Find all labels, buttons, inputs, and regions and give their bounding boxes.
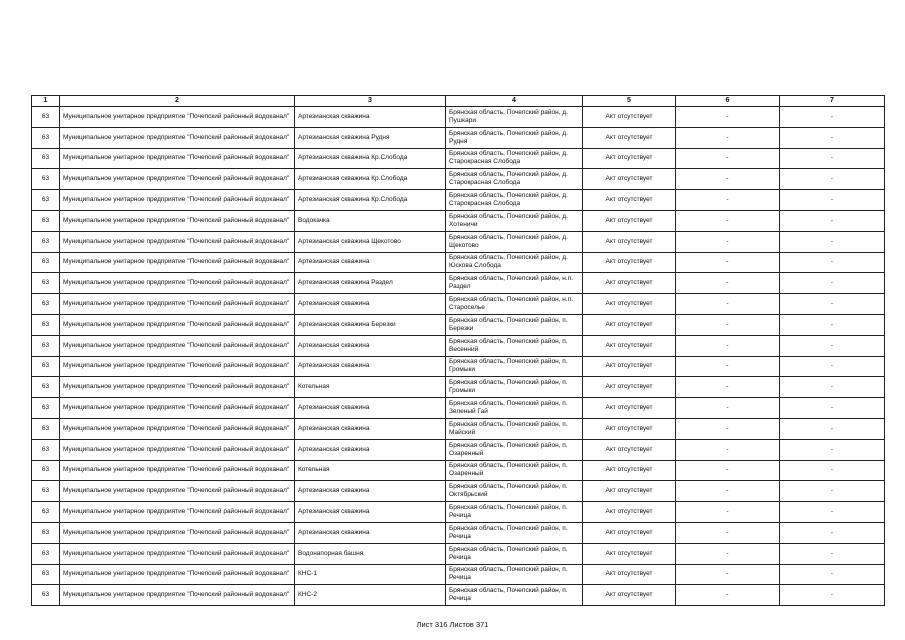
- object-cell: Котельная: [295, 460, 446, 481]
- column-7-cell: -: [780, 127, 885, 148]
- act-status-cell: Акт отсутствует: [583, 127, 676, 148]
- address-cell: Брянская область, Почепский район, п. Озаренный: [446, 439, 583, 460]
- object-cell: Артезианская скважина Рудня: [295, 127, 446, 148]
- act-status-cell: Акт отсутствует: [583, 564, 676, 585]
- object-cell: Водонапорная башня: [295, 543, 446, 564]
- organization-cell: Муниципальное унитарное предприятие "Почепский районный водоканал": [60, 231, 295, 252]
- column-7-cell: -: [780, 418, 885, 439]
- table-row: [32, 314, 885, 335]
- address-cell: Брянская область, Почепский район, п. Весенний: [446, 335, 583, 356]
- table-row: [32, 460, 885, 481]
- column-7-cell: -: [780, 210, 885, 231]
- column-6-cell: -: [676, 190, 780, 211]
- table-row: [32, 522, 885, 543]
- object-cell: Артезианская скважина: [295, 294, 446, 315]
- address-cell: Брянская область, Почепский район, д. Щекотово: [446, 231, 583, 252]
- act-status-cell: Акт отсутствует: [583, 335, 676, 356]
- organization-cell: Муниципальное унитарное предприятие "Почепский районный водоканал": [60, 252, 295, 273]
- organization-cell: Муниципальное унитарное предприятие "Почепский районный водоканал": [60, 210, 295, 231]
- row-number: 63: [32, 522, 60, 543]
- address-cell: Брянская область, Почепский район, п. Озаренный: [446, 460, 583, 481]
- column-header-1: 1: [32, 96, 60, 107]
- column-6-cell: -: [676, 502, 780, 523]
- object-cell: Водокачка: [295, 210, 446, 231]
- object-cell: Артезианская скважина: [295, 252, 446, 273]
- column-7-cell: -: [780, 252, 885, 273]
- address-cell: Брянская область, Почепский район, д. Старокрасная Слобода: [446, 148, 583, 169]
- object-cell: Артезианская скважина: [295, 398, 446, 419]
- column-6-cell: -: [676, 522, 780, 543]
- organization-cell: Муниципальное унитарное предприятие "Почепский районный водоканал": [60, 169, 295, 190]
- organization-cell: Муниципальное унитарное предприятие "Почепский районный водоканал": [60, 460, 295, 481]
- row-number: 63: [32, 314, 60, 335]
- table-row: [32, 502, 885, 523]
- table-row: [32, 377, 885, 398]
- column-6-cell: -: [676, 314, 780, 335]
- object-cell: Артезианская скважина: [295, 107, 446, 128]
- column-6-cell: -: [676, 294, 780, 315]
- column-6-cell: -: [676, 335, 780, 356]
- column-7-cell: -: [780, 543, 885, 564]
- organization-cell: Муниципальное унитарное предприятие "Почепский районный водоканал": [60, 543, 295, 564]
- organization-cell: Муниципальное унитарное предприятие "Почепский районный водоканал": [60, 398, 295, 419]
- object-cell: Артезианская скважина Кр.Слобода: [295, 169, 446, 190]
- act-status-cell: Акт отсутствует: [583, 585, 676, 606]
- column-7-cell: -: [780, 398, 885, 419]
- organization-cell: Муниципальное унитарное предприятие "Почепский районный водоканал": [60, 335, 295, 356]
- row-number: 63: [32, 439, 60, 460]
- organization-cell: Муниципальное унитарное предприятие "Почепский районный водоканал": [60, 377, 295, 398]
- row-number: 63: [32, 564, 60, 585]
- row-number: 63: [32, 273, 60, 294]
- act-status-cell: Акт отсутствует: [583, 418, 676, 439]
- address-cell: Брянская область, Почепский район, н.п. Староселье: [446, 294, 583, 315]
- address-cell: Брянская область, Почепский район, д. Пушкари: [446, 107, 583, 128]
- address-cell: Брянская область, Почепский район, н.п. Раздел: [446, 273, 583, 294]
- act-status-cell: Акт отсутствует: [583, 294, 676, 315]
- object-cell: КНС-1: [295, 564, 446, 585]
- row-number: 63: [32, 169, 60, 190]
- column-header-7: 7: [780, 96, 885, 107]
- row-number: 63: [32, 294, 60, 315]
- act-status-cell: Акт отсутствует: [583, 439, 676, 460]
- column-header-5: 5: [583, 96, 676, 107]
- column-7-cell: -: [780, 356, 885, 377]
- object-cell: Артезианская скважина Щекотово: [295, 231, 446, 252]
- header-row: [32, 96, 885, 107]
- organization-cell: Муниципальное унитарное предприятие "Почепский районный водоканал": [60, 564, 295, 585]
- column-7-cell: -: [780, 169, 885, 190]
- table-row: [32, 127, 885, 148]
- act-status-cell: Акт отсутствует: [583, 273, 676, 294]
- act-status-cell: Акт отсутствует: [583, 148, 676, 169]
- table-row: [32, 252, 885, 273]
- registry-table: [31, 95, 885, 606]
- address-cell: Брянская область, Почепский район, п. Майский: [446, 418, 583, 439]
- column-7-cell: -: [780, 585, 885, 606]
- table-row: [32, 439, 885, 460]
- organization-cell: Муниципальное унитарное предприятие "Почепский районный водоканал": [60, 314, 295, 335]
- row-number: 63: [32, 107, 60, 128]
- column-7-cell: -: [780, 502, 885, 523]
- table-row: [32, 107, 885, 128]
- act-status-cell: Акт отсутствует: [583, 314, 676, 335]
- address-cell: Брянская область, Почепский район, д. Рудня: [446, 127, 583, 148]
- row-number: 63: [32, 190, 60, 211]
- address-cell: Брянская область, Почепский район, п. Березки: [446, 314, 583, 335]
- object-cell: Артезианская скважина: [295, 502, 446, 523]
- act-status-cell: Акт отсутствует: [583, 169, 676, 190]
- table-row: [32, 148, 885, 169]
- organization-cell: Муниципальное унитарное предприятие "Почепский районный водоканал": [60, 190, 295, 211]
- act-status-cell: Акт отсутствует: [583, 398, 676, 419]
- column-6-cell: -: [676, 418, 780, 439]
- table-row: [32, 294, 885, 315]
- table-body: [32, 107, 885, 606]
- act-status-cell: Акт отсутствует: [583, 502, 676, 523]
- act-status-cell: Акт отсутствует: [583, 460, 676, 481]
- column-7-cell: -: [780, 231, 885, 252]
- object-cell: Артезианская скважина: [295, 418, 446, 439]
- row-number: 63: [32, 418, 60, 439]
- table-row: [32, 356, 885, 377]
- address-cell: Брянская область, Почепский район, д. Юскова Слобода: [446, 252, 583, 273]
- column-6-cell: -: [676, 210, 780, 231]
- table-row: [32, 564, 885, 585]
- object-cell: Артезианская скважина: [295, 439, 446, 460]
- act-status-cell: Акт отсутствует: [583, 231, 676, 252]
- address-cell: Брянская область, Почепский район, п. Речица: [446, 585, 583, 606]
- organization-cell: Муниципальное унитарное предприятие "Почепский районный водоканал": [60, 127, 295, 148]
- column-header-4: 4: [446, 96, 583, 107]
- column-6-cell: -: [676, 543, 780, 564]
- column-6-cell: -: [676, 564, 780, 585]
- column-7-cell: -: [780, 148, 885, 169]
- column-7-cell: -: [780, 107, 885, 128]
- table-row: [32, 190, 885, 211]
- row-number: 63: [32, 502, 60, 523]
- organization-cell: Муниципальное унитарное предприятие "Почепский районный водоканал": [60, 585, 295, 606]
- organization-cell: Муниципальное унитарное предприятие "Почепский районный водоканал": [60, 502, 295, 523]
- column-header-6: 6: [676, 96, 780, 107]
- column-6-cell: -: [676, 585, 780, 606]
- column-7-cell: -: [780, 335, 885, 356]
- row-number: 63: [32, 398, 60, 419]
- column-7-cell: -: [780, 273, 885, 294]
- table-row: [32, 398, 885, 419]
- organization-cell: Муниципальное унитарное предприятие "Почепский районный водоканал": [60, 522, 295, 543]
- object-cell: Артезианская скважина Кр.Слобода: [295, 148, 446, 169]
- organization-cell: Муниципальное унитарное предприятие "Почепский районный водоканал": [60, 356, 295, 377]
- column-7-cell: -: [780, 439, 885, 460]
- column-7-cell: -: [780, 377, 885, 398]
- column-6-cell: -: [676, 273, 780, 294]
- table-row: [32, 543, 885, 564]
- object-cell: Котельная: [295, 377, 446, 398]
- object-cell: Артезианская скважина: [295, 481, 446, 502]
- object-cell: Артезианская скважина Березки: [295, 314, 446, 335]
- table-row: [32, 273, 885, 294]
- column-6-cell: -: [676, 398, 780, 419]
- table-row: [32, 169, 885, 190]
- column-6-cell: -: [676, 148, 780, 169]
- row-number: 63: [32, 543, 60, 564]
- row-number: 63: [32, 231, 60, 252]
- column-7-cell: -: [780, 314, 885, 335]
- organization-cell: Муниципальное унитарное предприятие "Почепский районный водоканал": [60, 148, 295, 169]
- column-6-cell: -: [676, 377, 780, 398]
- object-cell: Артезианская скважина: [295, 335, 446, 356]
- act-status-cell: Акт отсутствует: [583, 356, 676, 377]
- organization-cell: Муниципальное унитарное предприятие "Почепский районный водоканал": [60, 418, 295, 439]
- column-6-cell: -: [676, 252, 780, 273]
- table-row: [32, 585, 885, 606]
- table-row: [32, 231, 885, 252]
- row-number: 63: [32, 356, 60, 377]
- address-cell: Брянская область, Почепский район, п. Речица: [446, 522, 583, 543]
- address-cell: Брянская область, Почепский район, п. Речица: [446, 543, 583, 564]
- column-6-cell: -: [676, 356, 780, 377]
- column-7-cell: -: [780, 294, 885, 315]
- act-status-cell: Акт отсутствует: [583, 190, 676, 211]
- object-cell: КНС-2: [295, 585, 446, 606]
- organization-cell: Муниципальное унитарное предприятие "Почепский районный водоканал": [60, 439, 295, 460]
- column-7-cell: -: [780, 190, 885, 211]
- column-header-2: 2: [60, 96, 295, 107]
- object-cell: Артезианская скважина: [295, 356, 446, 377]
- column-6-cell: -: [676, 481, 780, 502]
- object-cell: Артезианская скважина Раздел: [295, 273, 446, 294]
- row-number: 63: [32, 148, 60, 169]
- organization-cell: Муниципальное унитарное предприятие "Почепский районный водоканал": [60, 107, 295, 128]
- column-6-cell: -: [676, 169, 780, 190]
- object-cell: Артезианская скважина Кр.Слобода: [295, 190, 446, 211]
- organization-cell: Муниципальное унитарное предприятие "Почепский районный водоканал": [60, 481, 295, 502]
- row-number: 63: [32, 481, 60, 502]
- address-cell: Брянская область, Почепский район, п. Речица: [446, 502, 583, 523]
- table-row: [32, 335, 885, 356]
- address-cell: Брянская область, Почепский район, п. Речица: [446, 564, 583, 585]
- act-status-cell: Акт отсутствует: [583, 481, 676, 502]
- row-number: 63: [32, 460, 60, 481]
- table-row: [32, 210, 885, 231]
- organization-cell: Муниципальное унитарное предприятие "Почепский районный водоканал": [60, 294, 295, 315]
- row-number: 63: [32, 335, 60, 356]
- column-7-cell: -: [780, 481, 885, 502]
- column-header-3: 3: [295, 96, 446, 107]
- act-status-cell: Акт отсутствует: [583, 377, 676, 398]
- column-6-cell: -: [676, 107, 780, 128]
- address-cell: Брянская область, Почепский район, п. Зеленый Гай: [446, 398, 583, 419]
- row-number: 63: [32, 377, 60, 398]
- row-number: 63: [32, 252, 60, 273]
- column-7-cell: -: [780, 564, 885, 585]
- act-status-cell: Акт отсутствует: [583, 107, 676, 128]
- object-cell: Артезианская скважина: [295, 522, 446, 543]
- row-number: 63: [32, 127, 60, 148]
- page-footer: Лист 316 Листов 371: [416, 620, 489, 629]
- row-number: 63: [32, 210, 60, 231]
- organization-cell: Муниципальное унитарное предприятие "Почепский районный водоканал": [60, 273, 295, 294]
- row-number: 63: [32, 585, 60, 606]
- table-row: [32, 481, 885, 502]
- address-cell: Брянская область, Почепский район, д. Старокрасная Слобода: [446, 169, 583, 190]
- table-row: [32, 418, 885, 439]
- address-cell: Брянская область, Почепский район, д. Старокрасная Слобода: [446, 190, 583, 211]
- act-status-cell: Акт отсутствует: [583, 543, 676, 564]
- address-cell: Брянская область, Почепский район, п. Октябрьский: [446, 481, 583, 502]
- column-6-cell: -: [676, 231, 780, 252]
- column-6-cell: -: [676, 127, 780, 148]
- address-cell: Брянская область, Почепский район, п. Громыки: [446, 356, 583, 377]
- column-7-cell: -: [780, 460, 885, 481]
- address-cell: Брянская область, Почепский район, д. Хотеничи: [446, 210, 583, 231]
- column-7-cell: -: [780, 522, 885, 543]
- act-status-cell: Акт отсутствует: [583, 252, 676, 273]
- table-header: [32, 96, 885, 107]
- act-status-cell: Акт отсутствует: [583, 210, 676, 231]
- column-6-cell: -: [676, 460, 780, 481]
- act-status-cell: Акт отсутствует: [583, 522, 676, 543]
- column-6-cell: -: [676, 439, 780, 460]
- address-cell: Брянская область, Почепский район, п. Громыки: [446, 377, 583, 398]
